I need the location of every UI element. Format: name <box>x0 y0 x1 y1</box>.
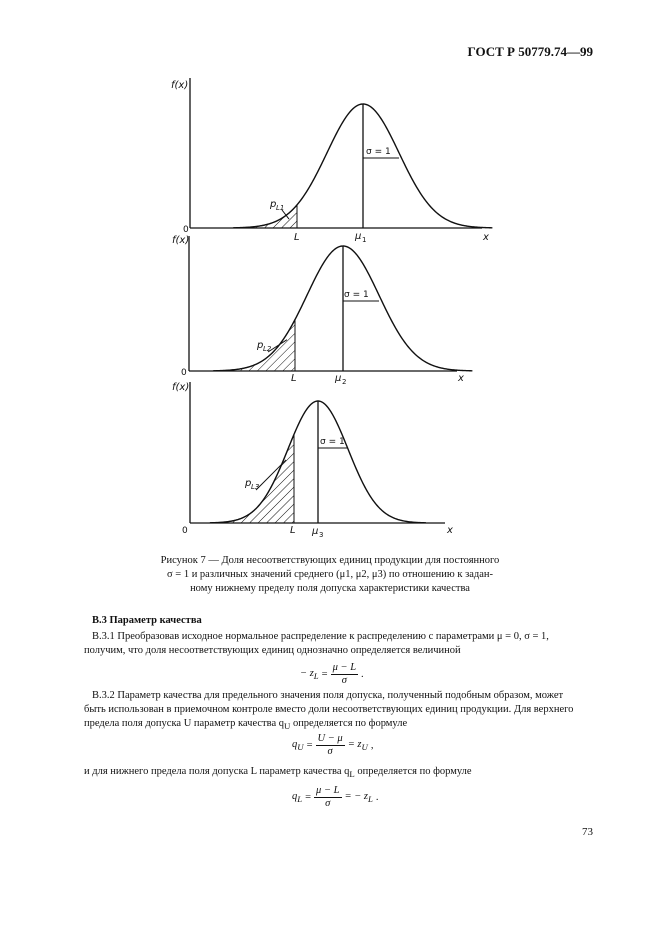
caption-line-2: σ = 1 и различных значений среднего (μ1, μ2, μ3) по отношению к задан- <box>166 569 494 580</box>
plot1-mu-sub: 1 <box>362 236 367 244</box>
p1-line-1: В.3.1 Преобразовав исходное нормальное распределение к распределению с параметрами μ = 0, σ = 1, <box>92 631 549 642</box>
caption-line-1: Рисунок 7 — Доля несоответствующих единиц продукции для постоянного <box>160 555 500 566</box>
p3-sub: L <box>349 769 355 780</box>
plot3-sigma: σ = 1 <box>320 437 345 447</box>
plot3-mu-sub: 3 <box>319 531 324 539</box>
f3-rhs: = − z <box>344 790 369 802</box>
paragraph-b31 <box>84 630 597 658</box>
f2-fraction <box>316 733 345 758</box>
f1-fraction <box>331 662 358 687</box>
plot1-p-label: p <box>270 199 277 210</box>
plot1-zero: 0 <box>183 225 189 235</box>
plot2-mu: μ <box>335 373 342 384</box>
plot3-p-label: p <box>245 478 252 489</box>
plot3-xlabel: x <box>447 525 453 536</box>
page-number: 73 <box>582 826 593 838</box>
f2-rhs-sub: U <box>361 742 368 753</box>
f1-lhs-sub: L <box>313 671 319 682</box>
plot1-mu: μ <box>355 231 362 242</box>
p3-end: определяется по формуле <box>354 766 472 777</box>
plot2-sigma: σ = 1 <box>344 290 369 300</box>
paragraph-lower <box>84 765 589 781</box>
plot-1 <box>190 78 492 228</box>
section-title: В.3 Параметр качества <box>92 615 202 626</box>
plot2-L: L <box>291 373 297 384</box>
f2-lhs: q <box>292 738 298 750</box>
plot1-xlabel: x <box>483 232 489 243</box>
f1-den: σ <box>341 675 347 686</box>
shaded-tail-area <box>210 434 294 523</box>
document-header: ГОСТ Р 50779.74—99 <box>467 44 593 59</box>
paragraph-b32 <box>84 689 597 733</box>
f3-lhs-sub: L <box>297 794 303 805</box>
f1-num: μ − L <box>332 662 357 673</box>
formula-ql: $q_L$ = $\frac{\mu - L}{\sigma}$ = − $z_L$ . <box>292 785 379 809</box>
caption-line-3: ному нижнему пределу поля допуска характеристики качества <box>190 583 470 594</box>
plot3-mu: μ <box>312 526 319 537</box>
f2-tail: , <box>370 740 374 751</box>
plot2-mu-sub: 2 <box>342 378 347 386</box>
f3-num: μ − L <box>316 785 340 796</box>
p2-line-3-text: предела поля допуска U параметр качества q <box>84 718 284 729</box>
f3-tail: . <box>375 792 379 803</box>
formula-qu: $q_U$ = $\frac{U - \mu}{\sigma}$ = $z_U$ , <box>292 733 374 757</box>
p2-line-3-end: определяется по формуле <box>290 718 408 729</box>
f2-rhs: = z <box>347 738 362 750</box>
plot2-ylabel: f(x) <box>172 235 190 246</box>
plot3-ylabel: f(x) <box>172 382 190 393</box>
plot2-zero: 0 <box>181 368 187 378</box>
plot1-ylabel: f(x) <box>171 80 189 91</box>
p2-line-1: В.3.2 Параметр качества для предельного значения поля допуска, полученный подобным образом, может <box>92 690 564 701</box>
plot-3 <box>190 382 445 523</box>
figure-caption <box>120 554 540 596</box>
plot3-p-sub: L3 <box>251 483 260 491</box>
f3-fraction <box>314 785 341 810</box>
f3-lhs: q <box>292 790 298 802</box>
plot1-sigma: σ = 1 <box>366 147 391 157</box>
shaded-tail-area <box>213 320 295 371</box>
p2-line-3-sub: U <box>283 721 291 732</box>
plot2-xlabel: x <box>458 373 464 384</box>
f1-lhs: − z <box>300 667 314 679</box>
plot1-p-sub: L1 <box>276 204 285 212</box>
plot3-L: L <box>290 525 296 536</box>
p2-line-2: быть использован в приемочном контроле вместо доли несоответствующих единиц продукции. Для верхнего <box>84 704 574 715</box>
f2-den: σ <box>327 746 333 757</box>
p2-line-3 <box>84 717 597 733</box>
p1-line-2: получим, что доля несоответствующих единиц однозначно определяется величиной <box>84 645 461 656</box>
f1-tail: . <box>361 669 364 680</box>
plot-2 <box>189 236 472 371</box>
f3-den: σ <box>325 798 331 809</box>
plot2-p-label: p <box>257 340 264 351</box>
plot3-zero: 0 <box>182 526 188 536</box>
formula-zl: − $z_L$ = $\frac{\mu - L}{\sigma}$ . <box>300 662 364 686</box>
plot1-L: L <box>294 232 300 243</box>
f3-rhs-sub: L <box>368 794 373 805</box>
plot2-p-sub: L2 <box>263 345 272 353</box>
f2-lhs-sub: U <box>297 742 304 753</box>
f2-num: U − μ <box>317 733 343 744</box>
p3-text: и для нижнего предела поля допуска L параметр качества q <box>84 766 350 777</box>
